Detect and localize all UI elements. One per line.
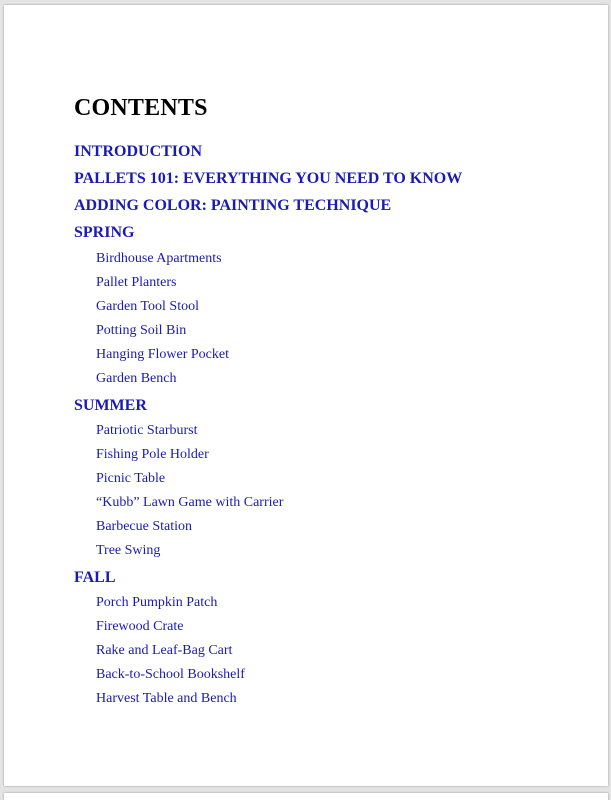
toc-link-barbecue-station[interactable]: Barbecue Station bbox=[96, 519, 193, 534]
toc-link-birdhouse-apartments[interactable]: Birdhouse Apartments bbox=[96, 251, 222, 266]
toc-link-summer[interactable]: SUMMER bbox=[74, 397, 147, 414]
toc-link-garden-bench[interactable]: Garden Bench bbox=[96, 371, 177, 386]
toc-link-pallets-101[interactable]: PALLETS 101: EVERYTHING YOU NEED TO KNOW bbox=[74, 170, 463, 187]
page-title: CONTENTS bbox=[74, 95, 208, 121]
toc-link-back-to-school-bookshelf[interactable]: Back-to-School Bookshelf bbox=[96, 667, 245, 682]
toc-link-patriotic-starburst[interactable]: Patriotic Starburst bbox=[96, 423, 198, 438]
toc-link-porch-pumpkin-patch[interactable]: Porch Pumpkin Patch bbox=[96, 595, 218, 610]
toc-link-hanging-flower-pocket[interactable]: Hanging Flower Pocket bbox=[96, 347, 229, 362]
toc-link-kubb-lawn-game[interactable]: “Kubb” Lawn Game with Carrier bbox=[96, 495, 284, 510]
toc-link-picnic-table[interactable]: Picnic Table bbox=[96, 471, 166, 486]
toc-link-harvest-table-bench[interactable]: Harvest Table and Bench bbox=[96, 691, 237, 706]
toc-link-rake-leaf-bag-cart[interactable]: Rake and Leaf-Bag Cart bbox=[96, 643, 233, 658]
toc-link-introduction[interactable]: INTRODUCTION bbox=[74, 143, 203, 160]
toc-link-fishing-pole-holder[interactable]: Fishing Pole Holder bbox=[96, 447, 209, 462]
toc-link-tree-swing[interactable]: Tree Swing bbox=[96, 543, 161, 558]
toc-link-fall[interactable]: FALL bbox=[74, 569, 116, 586]
next-page-edge bbox=[4, 793, 608, 800]
document-page bbox=[4, 5, 608, 786]
toc-link-potting-soil-bin[interactable]: Potting Soil Bin bbox=[96, 323, 187, 338]
toc-link-firewood-crate[interactable]: Firewood Crate bbox=[96, 619, 184, 634]
toc-link-pallet-planters[interactable]: Pallet Planters bbox=[96, 275, 177, 290]
toc-link-adding-color[interactable]: ADDING COLOR: PAINTING TECHNIQUE bbox=[74, 197, 392, 214]
toc-link-spring[interactable]: SPRING bbox=[74, 224, 135, 241]
toc-link-garden-tool-stool[interactable]: Garden Tool Stool bbox=[96, 299, 199, 314]
